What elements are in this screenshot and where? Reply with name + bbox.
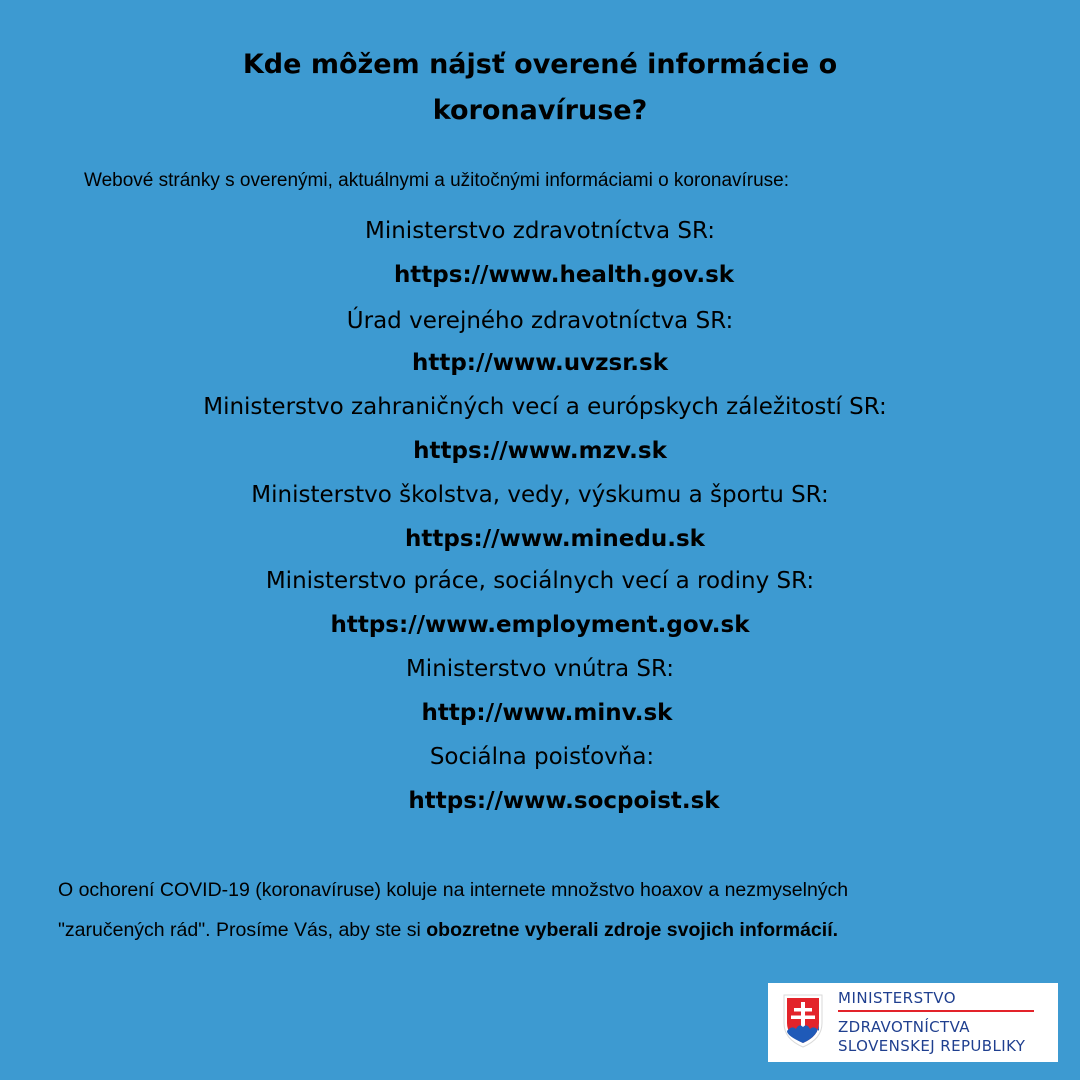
page-title bbox=[0, 42, 1080, 134]
source-org-minv: Ministerstvo vnútra SR: bbox=[405, 656, 675, 682]
intro-text: Webové stránky s overenými, aktuálnymi a užitočnými informáciami o koronavíruse: bbox=[84, 170, 790, 191]
logo-line-2: ZDRAVOTNÍCTVA bbox=[838, 1018, 970, 1036]
warning-note-emphasis: obozretne vyberali zdroje svojich informácií. bbox=[426, 919, 839, 941]
source-org-mzv: Ministerstvo zahraničných vecí a európskych záležitostí SR: bbox=[203, 394, 887, 420]
source-org-uvzsr: Úrad verejného zdravotníctva SR: bbox=[346, 308, 734, 334]
warning-note bbox=[58, 870, 1058, 950]
source-url-minedu[interactable]: https://www.minedu.sk bbox=[405, 526, 705, 552]
page-title-line-1: Kde môžem nájsť overené informácie o bbox=[242, 49, 838, 80]
logo-line-3: SLOVENSKEJ REPUBLIKY bbox=[838, 1037, 1026, 1055]
logo-line-1: MINISTERSTVO bbox=[838, 989, 957, 1007]
source-url-socpoist[interactable]: https://www.socpoist.sk bbox=[408, 788, 720, 814]
logo-divider bbox=[838, 1010, 1034, 1012]
source-url-uvzsr[interactable]: http://www.uvzsr.sk bbox=[411, 350, 669, 376]
source-url-mzv[interactable]: https://www.mzv.sk bbox=[413, 438, 667, 464]
warning-note-line-1: O ochorení COVID-19 (koronavíruse) koluje na internete množstvo hoaxov a nezmyselných bbox=[58, 879, 849, 901]
warning-note-line-2 bbox=[58, 910, 1058, 950]
source-url-minv[interactable]: http://www.minv.sk bbox=[421, 700, 673, 726]
source-org-health: Ministerstvo zdravotníctva SR: bbox=[365, 218, 715, 244]
source-url-health[interactable]: https://www.health.gov.sk bbox=[393, 262, 735, 288]
slovak-coat-of-arms-icon bbox=[782, 993, 824, 1049]
source-org-minedu: Ministerstvo školstva, vedy, výskumu a športu SR: bbox=[251, 482, 829, 508]
source-url-employment[interactable]: https://www.employment.gov.sk bbox=[330, 612, 750, 638]
page-title-line-2: koronavíruse? bbox=[432, 95, 648, 126]
source-org-socpoist: Sociálna poisťovňa: bbox=[429, 744, 655, 770]
ministry-logo bbox=[768, 983, 1058, 1062]
warning-note-regular: "zaručených rád". Prosíme Vás, aby ste si bbox=[58, 919, 427, 941]
source-org-employment: Ministerstvo práce, sociálnych vecí a rodiny SR: bbox=[265, 568, 815, 594]
